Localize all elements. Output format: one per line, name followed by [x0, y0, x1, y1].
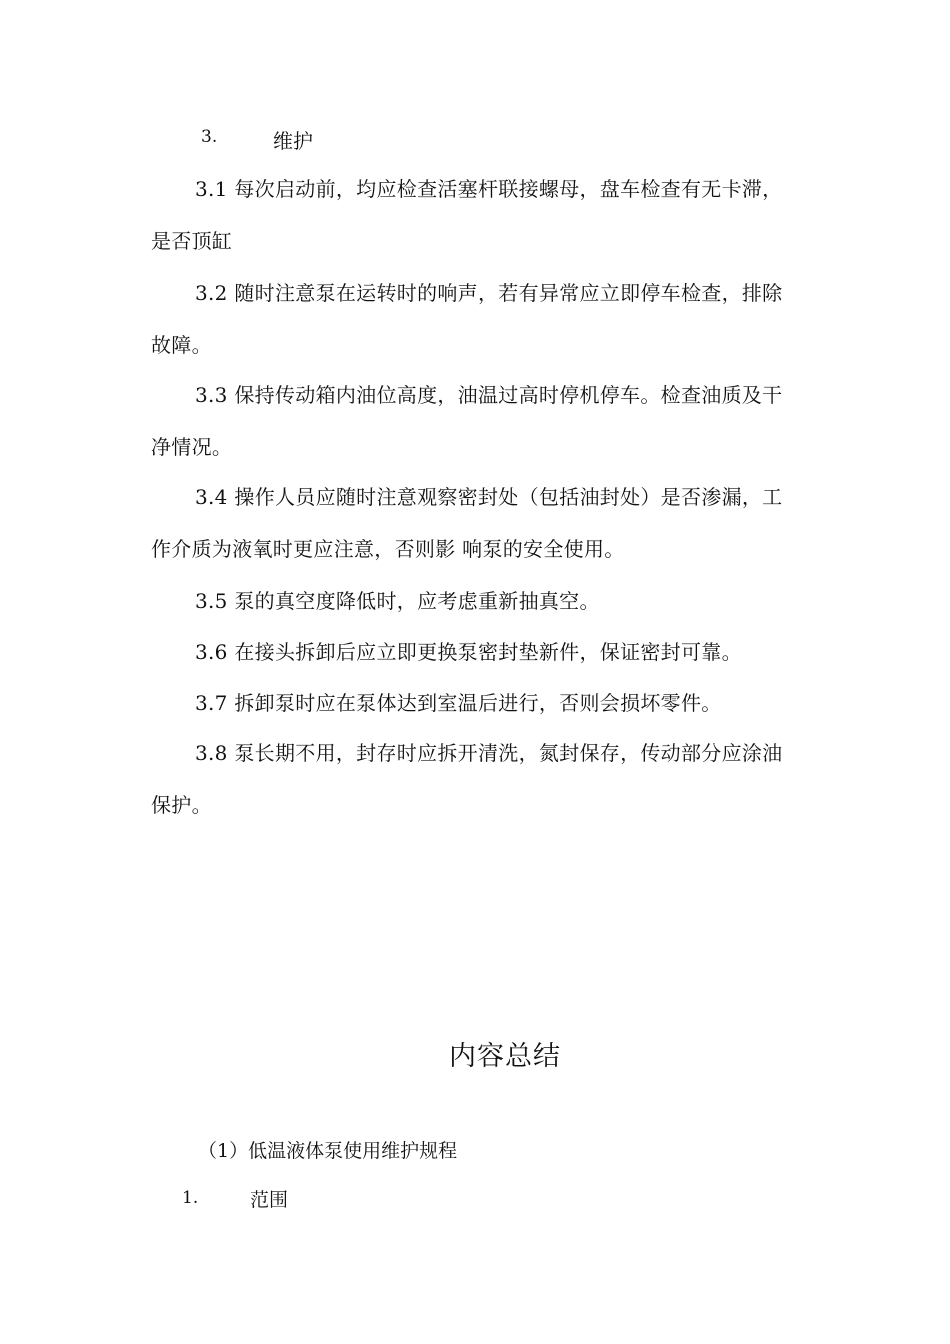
paragraph-3-3: 3.3 保持传动箱内油位高度，油温过高时停机停车。检查油质及干净情况。: [151, 383, 783, 459]
section-title: 维护: [273, 129, 313, 153]
paragraph-3-1: 3.1 每次启动前，均应检查活塞杆联接螺母，盘车检查有无卡滞，是否顶缸: [151, 177, 783, 253]
paragraph-3-6: 3.6 在接头拆卸后应立即更换泵密封垫新件，保证密封可靠。: [195, 640, 742, 664]
summary-title: 内容总结: [449, 1041, 561, 1072]
paragraph-3-7: 3.7 拆卸泵时应在泵体达到室温后进行，否则会损坏零件。: [195, 691, 722, 715]
paragraph-3-5: 3.5 泵的真空度降低时，应考虑重新抽真空。: [195, 589, 600, 613]
summary-item-number: 1.: [182, 1188, 199, 1208]
summary-item-title: 范围: [250, 1189, 289, 1211]
paragraph-3-4: 3.4 操作人员应随时注意观察密封处（包括油封处）是否渗漏，工作介质为液氧时更应注意，否则影 响泵的安全使用。: [151, 485, 783, 561]
summary-subtitle: （1）低温液体泵使用维护规程: [198, 1140, 458, 1162]
paragraph-3-2: 3.2 随时注意泵在运转时的响声，若有异常应立即停车检查，排除故障。: [151, 281, 783, 357]
paragraph-3-8: 3.8 泵长期不用，封存时应拆开清洗，氮封保存，传动部分应涂油保护。: [151, 741, 783, 817]
section-number: 3.: [201, 127, 218, 147]
